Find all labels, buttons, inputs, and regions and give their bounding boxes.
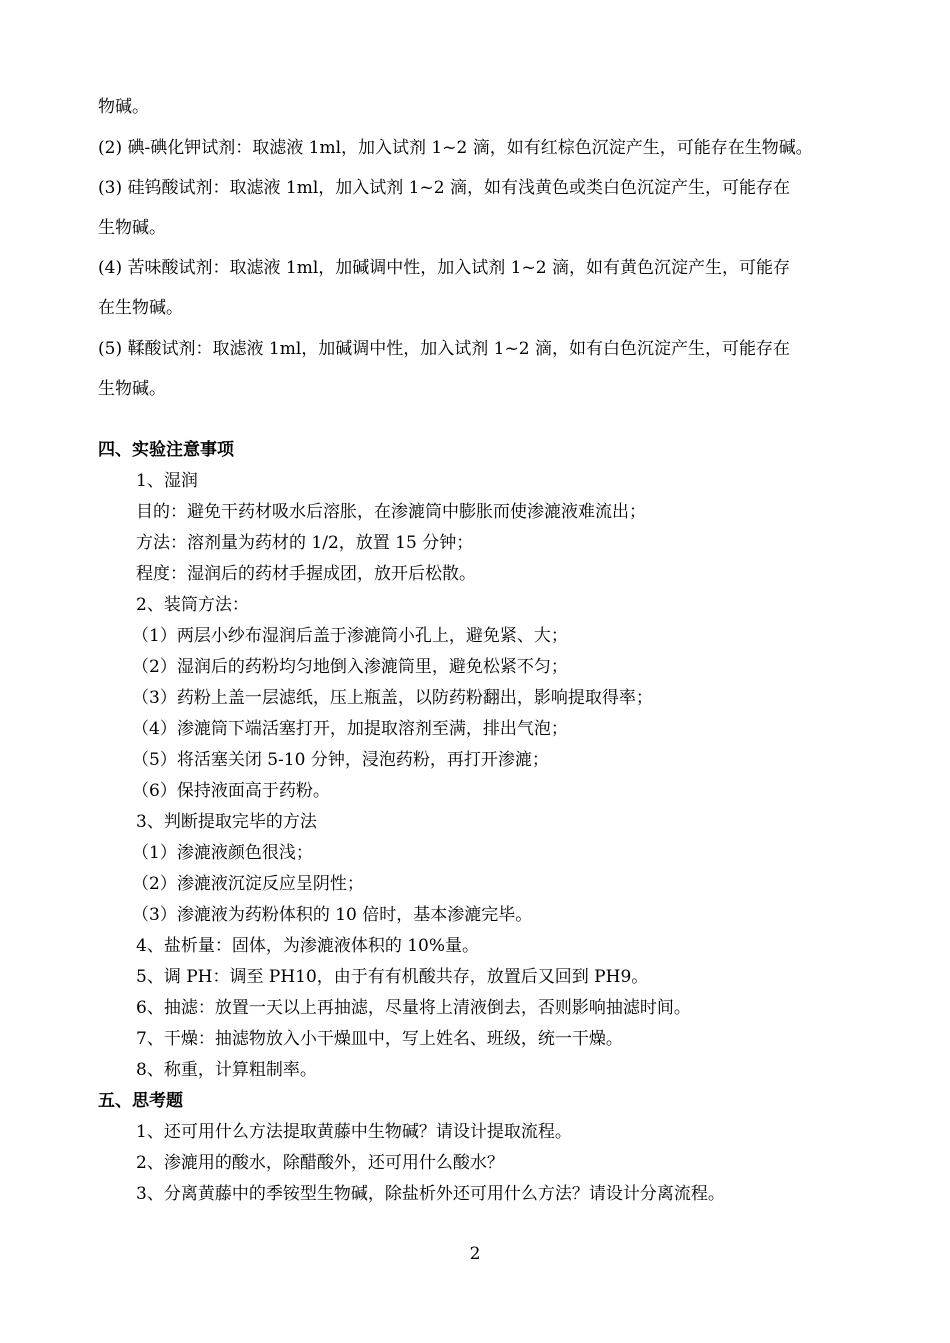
item-2-step-1: （1）两层小纱布湿润后盖于渗漉筒小孔上，避免紧、大； [132, 626, 568, 646]
question-3: 3、分离黄藤中的季铵型生物碱，除盐析外还可用什么方法？请设计分离流程。 [136, 1184, 725, 1204]
item-2-step-3: （3）药粉上盖一层滤纸，压上瓶盖，以防药粉翻出，影响提取得率； [132, 688, 653, 708]
item-3-point-1: （1）渗漉液颜色很浅； [132, 843, 313, 863]
continuation-text: 物碱。 [98, 97, 149, 117]
page-number: 2 [469, 1244, 481, 1264]
item-6: 6、抽滤：放置一天以上再抽滤，尽量将上清液倒去，否则影响抽滤时间。 [136, 998, 691, 1018]
item-7: 7、干燥：抽滤物放入小干燥皿中，写上姓名、班级，统一干燥。 [136, 1029, 623, 1049]
section-5-title: 五、思考题 [98, 1091, 183, 1111]
item-2-step-4: （4）渗漉筒下端活塞打开，加提取溶剂至满，排出气泡； [132, 719, 568, 739]
item-2-step-2: （2）湿润后的药粉均匀地倒入渗漉筒里，避免松紧不匀； [132, 657, 568, 677]
item-5: 5、调 PH：调至 PH10，由于有有机酸共存，放置后又回到 PH9。 [136, 967, 649, 987]
test-3-line-1: (3) 硅钨酸试剂：取滤液 1ml，加入试剂 1~2 滴，如有浅黄色或类白色沉淀产生，可能存在 [98, 178, 790, 198]
item-1-title: 1、湿润 [136, 471, 198, 491]
item-1-method: 方法：溶剂量为药材的 1/2，放置 15 分钟； [136, 533, 474, 553]
test-2-line-1: (2) 碘-碘化钾试剂：取滤液 1ml，加入试剂 1~2 滴，如有红棕色沉淀产生，可能存在生物碱。 [98, 138, 813, 158]
test-5-line-1: (5) 鞣酸试剂：取滤液 1ml，加碱调中性，加入试剂 1~2 滴，如有白色沉淀产生，可能存在 [98, 339, 790, 359]
item-2-step-5: （5）将活塞关闭 5-10 分钟，浸泡药粉，再打开渗漉； [132, 750, 549, 770]
test-4-line-1: (4) 苦味酸试剂：取滤液 1ml，加碱调中性，加入试剂 1~2 滴，如有黄色沉淀产生，可能存 [98, 258, 790, 278]
item-4: 4、盐析量：固体，为渗漉液体积的 10%量。 [136, 936, 480, 956]
item-3-point-2: （2）渗漉液沉淀反应呈阴性； [132, 874, 364, 894]
item-1-degree: 程度：湿润后的药材手握成团，放开后松散。 [136, 564, 476, 584]
item-8: 8、称重，计算粗制率。 [136, 1060, 317, 1080]
test-3-line-2: 生物碱。 [98, 218, 166, 238]
question-1: 1、还可用什么方法提取黄藤中生物碱？请设计提取流程。 [136, 1122, 572, 1142]
item-2-step-6: （6）保持液面高于药粉。 [132, 781, 330, 801]
item-3-point-3: （3）渗漉液为药粉体积的 10 倍时，基本渗漉完毕。 [132, 905, 533, 925]
question-2: 2、渗漉用的酸水，除醋酸外，还可用什么酸水？ [136, 1153, 504, 1173]
item-3-title: 3、判断提取完毕的方法 [136, 812, 317, 832]
test-4-line-2: 在生物碱。 [98, 298, 183, 318]
item-2-title: 2、装筒方法： [136, 595, 249, 615]
test-5-line-2: 生物碱。 [98, 379, 166, 399]
item-1-purpose: 目的：避免干药材吸水后溶胀，在渗漉筒中膨胀而使渗漉液难流出； [136, 502, 646, 522]
section-4-title: 四、实验注意事项 [98, 440, 234, 460]
